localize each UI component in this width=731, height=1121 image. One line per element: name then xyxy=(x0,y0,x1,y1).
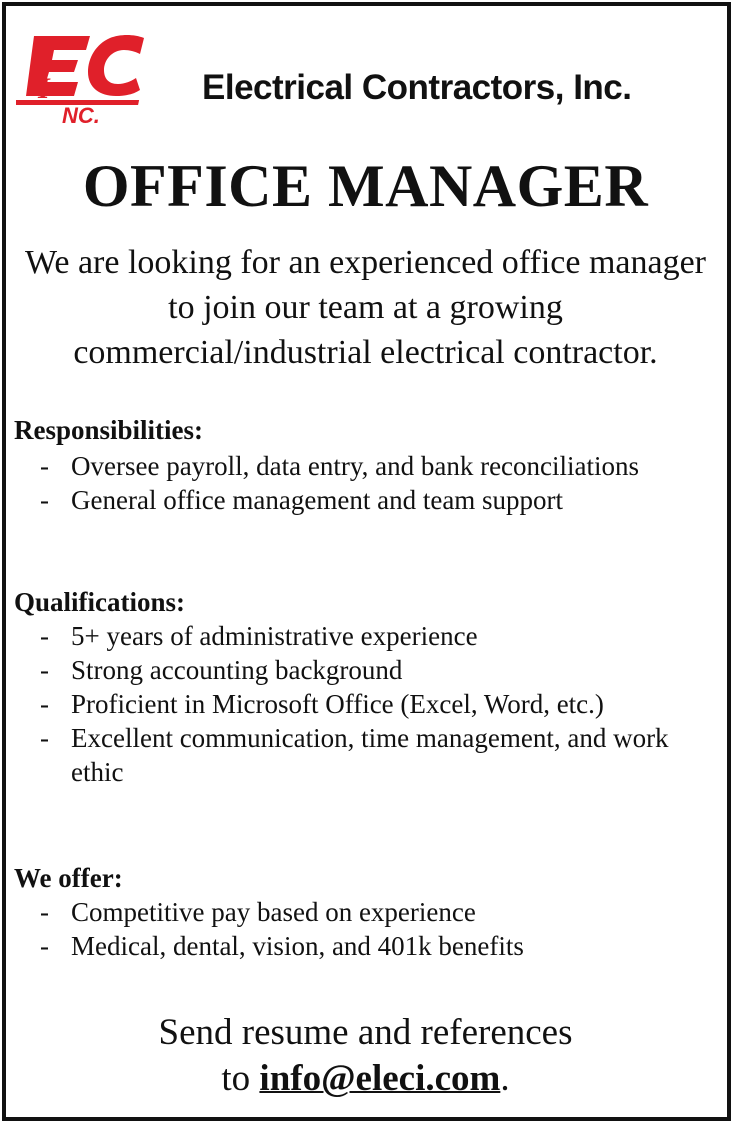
svg-text:I: I xyxy=(38,72,50,105)
contact-suffix: . xyxy=(500,1058,510,1099)
list-item: - Proficient in Microsoft Office (Excel, Word, etc.) xyxy=(40,689,604,719)
company-logo xyxy=(16,30,156,126)
offer-list xyxy=(40,895,710,963)
list-item: - Medical, dental, vision, and 401k benefits xyxy=(40,931,524,961)
responsibilities-list xyxy=(40,449,710,517)
qualifications-heading: Qualifications: xyxy=(14,587,186,617)
contact-prefix: to xyxy=(221,1058,251,1099)
company-name: Electrical Contractors, Inc. xyxy=(202,68,632,107)
intro-paragraph: We are looking for an experienced office manager to join our team at a growing commercial/industrial electrical contractor. xyxy=(24,244,706,371)
list-item: - Competitive pay based on experience xyxy=(40,897,476,927)
email-link[interactable]: info@eleci.com xyxy=(259,1058,501,1099)
job-title: OFFICE MANAGER xyxy=(82,153,649,219)
offer-heading: We offer: xyxy=(14,863,123,893)
contact-email-line xyxy=(0,1056,731,1102)
svg-text:NC.: NC. xyxy=(62,103,100,126)
contact-block xyxy=(0,1010,731,1102)
list-item: - Excellent communication, time management, and work ethic xyxy=(40,723,669,787)
contact-line: Send resume and references xyxy=(158,1012,573,1053)
qualifications-list xyxy=(40,619,710,789)
list-item: - 5+ years of administrative experience xyxy=(40,621,478,651)
list-item: - Oversee payroll, data entry, and bank reconciliations xyxy=(40,451,640,481)
responsibilities-heading: Responsibilities: xyxy=(14,415,204,445)
list-item: - General office management and team support xyxy=(40,485,564,515)
list-item: - Strong accounting background xyxy=(40,655,403,685)
